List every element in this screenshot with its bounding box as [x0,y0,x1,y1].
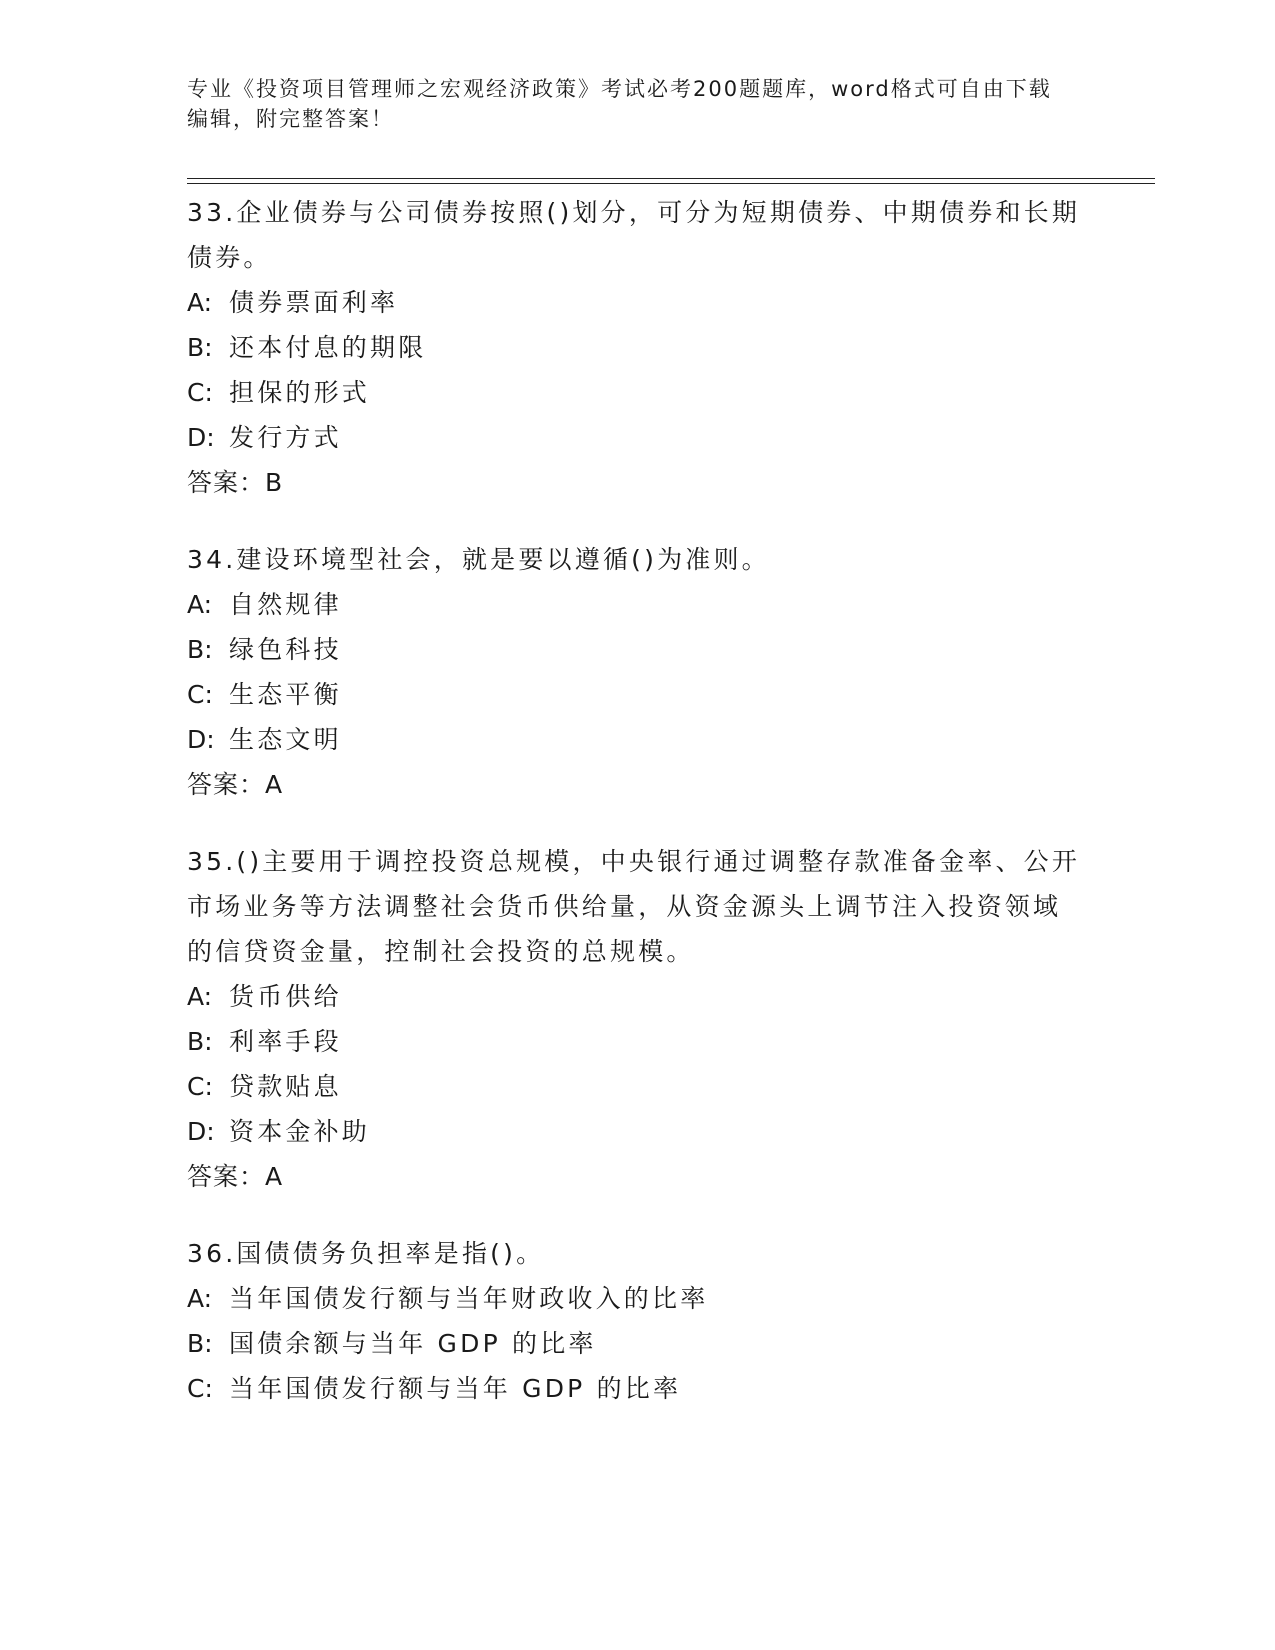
question-number: 36. [187,1239,237,1268]
option-key: A: [187,1284,213,1313]
option-text: 发行方式 [229,423,342,452]
question-33 [187,190,1087,505]
answer-line: 答案：B [187,468,284,497]
option-key: A: [187,288,213,317]
question-stem: 国债债务负担率是指()。 [236,1239,545,1268]
option-text: 利率手段 [229,1027,342,1056]
option-key: C: [187,378,213,407]
option-text: 自然规律 [229,590,342,619]
option-text: 债券票面利率 [229,288,399,317]
question-text [187,190,1087,280]
option-text: 资本金补助 [229,1117,371,1146]
question-stem: 建设环境型社会，就是要以遵循()为准则。 [236,545,770,574]
header-rule-bottom [187,183,1155,184]
document-header: 专业《投资项目管理师之宏观经济政策》考试必考200题题库，word格式可自由下载编辑，附完整答案！ [187,77,1052,131]
option-key: B: [187,1329,213,1358]
question-36 [187,1231,1087,1411]
option-key: B: [187,1027,213,1056]
option-d [187,717,1087,762]
option-key: C: [187,680,213,709]
option-c [187,672,1087,717]
option-b [187,325,1087,370]
header-rule-top [187,178,1155,179]
option-text: 贷款贴息 [229,1072,342,1101]
option-c [187,370,1087,415]
question-35 [187,839,1087,1199]
option-c [187,1366,1087,1411]
answer-line: 答案：A [187,770,284,799]
option-key: B: [187,333,213,362]
option-text: 绿色科技 [229,635,342,664]
question-number: 33. [187,198,237,227]
question-34 [187,537,1087,807]
question-text [187,1231,1087,1276]
option-text: 当年国债发行额与当年 GDP 的比率 [229,1374,682,1403]
question-number: 34. [187,545,237,574]
option-key: D: [187,725,215,754]
option-text: 担保的形式 [229,378,371,407]
option-key: D: [187,423,215,452]
option-key: D: [187,1117,215,1146]
option-key: C: [187,1374,213,1403]
option-text: 生态平衡 [229,680,342,709]
question-stem: 企业债券与公司债券按照()划分，可分为短期债券、中期债券和长期债券。 [187,198,1081,272]
option-b [187,1019,1087,1064]
option-key: C: [187,1072,213,1101]
option-a [187,582,1087,627]
option-a [187,280,1087,325]
option-key: A: [187,982,213,1011]
question-text [187,839,1087,974]
option-text: 还本付息的期限 [229,333,427,362]
question-text [187,537,1087,582]
option-a [187,974,1087,1019]
option-b [187,1321,1087,1366]
option-c [187,1064,1087,1109]
question-number: 35. [187,847,237,876]
option-text: 国债余额与当年 GDP 的比率 [229,1329,597,1358]
option-text: 当年国债发行额与当年财政收入的比率 [229,1284,709,1313]
answer-line: 答案：A [187,1162,284,1191]
option-a [187,1276,1087,1321]
option-key: A: [187,590,213,619]
option-text: 货币供给 [229,982,342,1011]
option-b [187,627,1087,672]
option-d [187,1109,1087,1154]
option-d [187,415,1087,460]
option-key: B: [187,635,213,664]
option-text: 生态文明 [229,725,342,754]
question-stem: ()主要用于调控投资总规模，中央银行通过调整存款准备金率、公开市场业务等方法调整社会货币供给量，从资金源头上调节注入投资领域的信贷资金量，控制社会投资的总规模。 [187,847,1081,966]
question-list [187,190,1087,1443]
